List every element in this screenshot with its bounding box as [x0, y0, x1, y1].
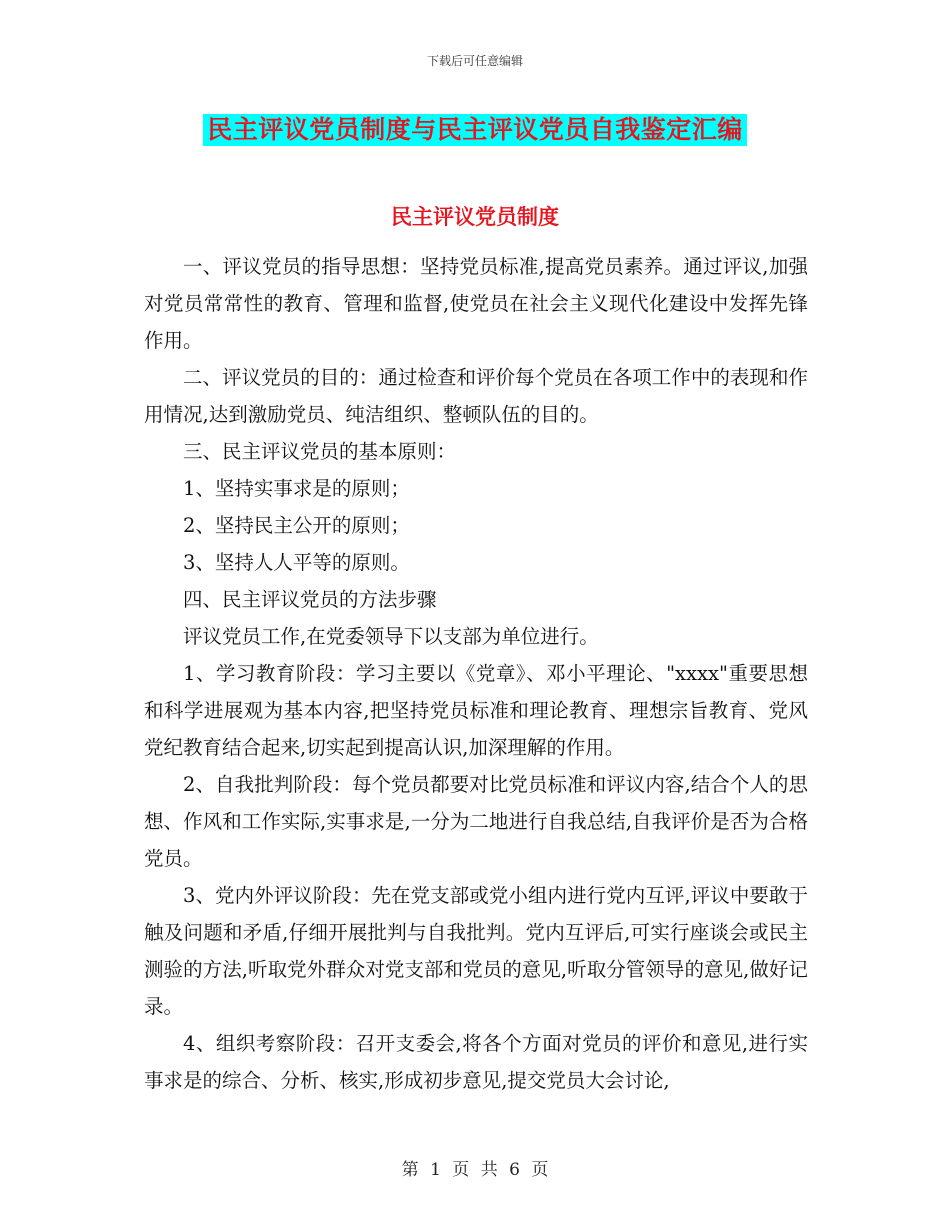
section-title: 民主评议党员制度 — [391, 205, 559, 229]
page-header-note: 下载后可任意编辑 — [426, 54, 523, 68]
paragraph: 评议党员工作,在党委领导下以支部为单位进行。 — [183, 625, 599, 648]
paragraph: 四、民主评议党员的方法步骤 — [183, 588, 437, 611]
paragraph: 2、自我批判阶段：每个党员都要对比党员标准和评议内容,结合个人的思想、作风和工作实际,实事求是,一分为二地进行自我总结,自我评价是否为合格党员。 — [144, 773, 808, 870]
paragraph: 一、评议党员的指导思想：坚持党员标准,提高党员素养。通过评议,加强对党员常常性的教育、管理和监督,使党员在社会主义现代化建设中发挥先锋作用。 — [144, 255, 808, 352]
paragraph: 1、学习教育阶段：学习主要以《党章》、邓小平理论、"xxxx"重要思想和科学进展观为基本内容,把坚持党员标准和理论教育、理想宗旨教育、党风党纪教育结合起来,切实起到提高认识,加深理解的作用。 — [144, 662, 808, 759]
paragraph: 1、坚持实事求是的原则； — [183, 477, 410, 500]
paragraph: 3、坚持人人平等的原则。 — [183, 551, 410, 574]
page-number: 第 1 页 共 6 页 — [401, 1160, 549, 1180]
paragraph: 二、评议党员的目的：通过检查和评价每个党员在各项工作中的表现和作用情况,达到激励党员、纯洁组织、整顿队伍的目的。 — [144, 366, 808, 426]
paragraph: 3、党内外评议阶段：先在党支部或党小组内进行党内互评,评议中要敢于触及问题和矛盾,仔细开展批判与自我批判。党内互评后,可实行座谈会或民主测验的方法,听取党外群众对党支部和党员的意见,听取分管领导的意见,做好记录。 — [144, 884, 808, 1018]
paragraph: 4、组织考察阶段：召开支委会,将各个方面对党员的评价和意见,进行实事求是的综合、分析、核实,形成初步意见,提交党员大会讨论, — [144, 1032, 808, 1092]
document-title-text: 民主评议党员制度与民主评议党员自我鉴定汇编 — [203, 114, 747, 146]
paragraph: 2、坚持民主公开的原则； — [183, 514, 410, 537]
document-title — [0, 114, 950, 146]
document-body — [144, 248, 808, 1099]
paragraph: 三、民主评议党员的基本原则： — [183, 440, 457, 463]
